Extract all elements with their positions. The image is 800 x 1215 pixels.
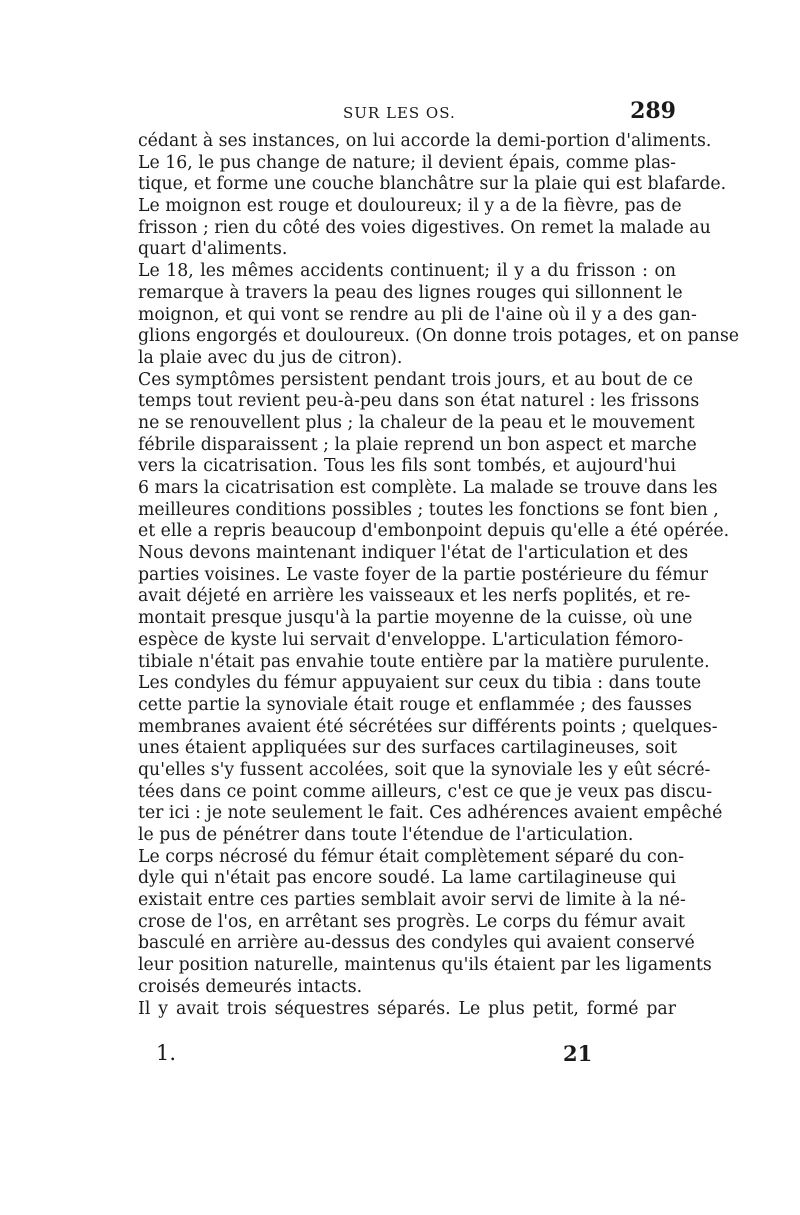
text-line: dyle qui n'était pas encore soudé. La lame cartilagineuse qui: [138, 868, 676, 889]
text-line: espèce de kyste lui servait d'enveloppe. L'articulation fémoro-: [138, 629, 684, 650]
text-line: tique, et forme une couche blanchâtre sur la plaie qui est blafarde.: [138, 174, 727, 195]
text-line: ter ici : je note seulement le fait. Ces adhérences avaient empêché: [138, 803, 723, 824]
text-line: Le 18, les mêmes accidents continuent; il y a du frisson : on: [138, 261, 676, 282]
text-line: cette partie la synoviale était rouge et enflammée ; des fausses: [138, 694, 692, 715]
text-line: vers la cicatrisation. Tous les fils sont tombés, et aujourd'hui: [138, 456, 676, 477]
text-line: et elle a repris beaucoup d'embonpoint depuis qu'elle a été opérée.: [138, 521, 730, 542]
text-line: frisson ; rien du côté des voies digestives. On remet la malade au: [138, 217, 711, 238]
page-footer: [138, 1041, 678, 1069]
body-text: [138, 131, 740, 1020]
text-line: la plaie avec du jus de citron).: [138, 347, 403, 368]
text-line: meilleures conditions possibles ; toutes les fonctions se font bien ,: [138, 499, 719, 520]
text-line: tées dans ce point comme ailleurs, c'est ce que je veux pas discu-: [138, 781, 713, 802]
text-line: basculé en arrière au-dessus des condyles qui avaient conservé: [138, 933, 695, 954]
text-line: existait entre ces parties semblait avoir servi de limite à la né-: [138, 890, 686, 911]
text-line: unes étaient appliquées sur des surfaces cartilagineuses, soit: [138, 738, 678, 759]
text-line: cédant à ses instances, on lui accorde la demi-portion d'aliments.: [138, 131, 712, 151]
text-line: temps tout revient peu-à-peu dans son état naturel : les frissons: [138, 391, 700, 412]
text-line: montait presque jusqu'à la partie moyenne de la cuisse, où une: [138, 608, 693, 629]
text-line: leur position naturelle, maintenus qu'ils étaient par les ligaments: [138, 955, 712, 976]
text-line: tibiale n'était pas envahie toute entière par la matière purulente.: [138, 651, 710, 672]
text-line: 6 mars la cicatrisation est complète. La malade se trouve dans les: [138, 478, 718, 498]
text-line: membranes avaient été sécrétées sur différents points ; quelques-: [138, 716, 718, 737]
text-line: le pus de pénétrer dans toute l'étendue de l'articulation.: [138, 825, 634, 845]
page-header: [138, 98, 678, 128]
text-line: quart d'aliments.: [138, 239, 288, 260]
text-line: avait déjeté en arrière les vaisseaux et les nerfs poplités, et re-: [138, 586, 691, 607]
text-line: parties voisines. Le vaste foyer de la partie postérieure du fémur: [138, 564, 708, 585]
text-line: qu'elles s'y fussent accolées, soit que la synoviale les y eût sécré-: [138, 759, 711, 780]
text-line: Le corps nécrosé du fémur était complètement séparé du con-: [138, 846, 685, 867]
text-line: Le 16, le pus change de nature; il devient épais, comme plas-: [138, 152, 676, 173]
text-line: Les condyles du fémur appuyaient sur ceux du tibia : dans toute: [138, 673, 702, 694]
text-line: Le moignon est rouge et douloureux; il y a de la fièvre, pas de: [138, 196, 682, 217]
text-line: croisés demeurés intacts.: [138, 976, 363, 997]
signature-mark: 1.: [156, 1041, 177, 1065]
text-line: remarque à travers la peau des lignes rouges qui sillonnent le: [138, 282, 683, 303]
text-line: glions engorgés et douloureux. (On donne trois potages, et on panse: [138, 326, 740, 347]
text-line: crose de l'os, en arrêtant ses progrès. Le corps du fémur avait: [138, 911, 685, 932]
page-number: 289: [630, 98, 676, 124]
text-line: Ces symptômes persistent pendant trois jours, et au bout de ce: [138, 369, 693, 390]
sheet-number: 21: [563, 1041, 593, 1066]
text-line: fébrile disparaissent ; la plaie reprend un bon aspect et marche: [138, 434, 697, 455]
text-line: moignon, et qui vont se rendre au pli de l'aine où il y a des gan-: [138, 304, 697, 325]
text-line: Il y avait trois séquestres séparés. Le plus petit, formé par: [138, 998, 676, 1019]
text-line: Nous devons maintenant indiquer l'état de l'articulation et des: [138, 543, 689, 564]
text-line: ne se renouvellent plus ; la chaleur de la peau et le mouvement: [138, 412, 695, 433]
running-title: SUR LES OS.: [343, 104, 456, 122]
